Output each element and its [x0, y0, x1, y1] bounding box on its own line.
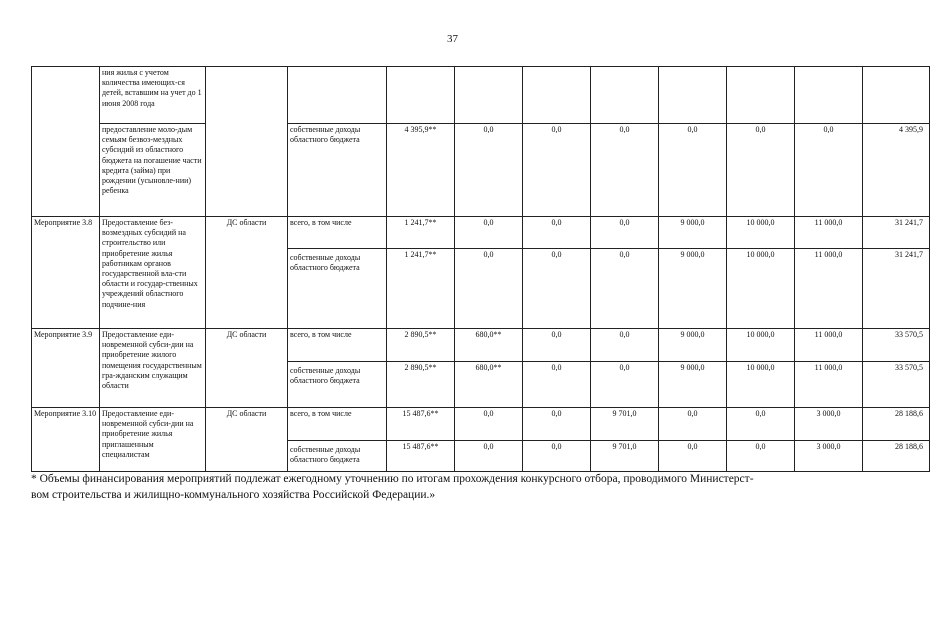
value-cell: 680,0**	[455, 329, 523, 362]
value-cell: 0,0	[523, 329, 591, 362]
source-cell	[288, 67, 387, 124]
value-cell: 15 487,6**	[387, 441, 455, 472]
value-cell: 11 000,0	[795, 362, 863, 408]
table-row	[32, 329, 930, 362]
value-cell: 4 395,9**	[387, 124, 455, 217]
activity-cell: Мероприятие 3.8	[32, 217, 100, 329]
value-cell: 11 000,0	[795, 329, 863, 362]
table-row	[32, 124, 930, 217]
description-cell: Предоставление еди-новременной субси-дии на приобретение жилья приглашенным специалистам	[100, 408, 206, 472]
value-cell: 0,0	[659, 124, 727, 217]
value-cell: 31 241,7	[863, 249, 930, 329]
value-cell: 10 000,0	[727, 249, 795, 329]
page-number: 37	[447, 33, 458, 45]
value-cell: 680,0**	[455, 362, 523, 408]
value-cell: 31 241,7	[863, 217, 930, 249]
footnote	[31, 472, 879, 503]
value-cell: 0,0	[455, 124, 523, 217]
executor-cell: ДС области	[206, 329, 288, 408]
value-cell: 0,0	[591, 249, 659, 329]
value-cell: 28 188,6	[863, 408, 930, 441]
value-cell	[727, 67, 795, 124]
value-cell	[387, 67, 455, 124]
table-row	[32, 67, 930, 124]
value-cell: 10 000,0	[727, 329, 795, 362]
value-cell: 9 000,0	[659, 362, 727, 408]
value-cell: 0,0	[523, 249, 591, 329]
value-cell: 9 701,0	[591, 441, 659, 472]
value-cell	[455, 67, 523, 124]
description-cell: предоставление моло-дым семьям безвоз-мездных субсидий из областного бюджета на погашение части кредита (займа) при рождении (усыновле-нии) ребенка	[100, 124, 206, 217]
value-cell	[523, 67, 591, 124]
value-cell: 0,0	[659, 408, 727, 441]
value-cell: 33 570,5	[863, 362, 930, 408]
value-cell: 4 395,9	[863, 124, 930, 217]
value-cell: 0,0	[659, 441, 727, 472]
activity-cell	[32, 67, 100, 217]
activity-cell: Мероприятие 3.9	[32, 329, 100, 408]
source-cell: собственные доходы областного бюджета	[288, 441, 387, 472]
value-cell: 0,0	[455, 441, 523, 472]
value-cell: 15 487,6**	[387, 408, 455, 441]
value-cell: 10 000,0	[727, 217, 795, 249]
value-cell	[795, 67, 863, 124]
value-cell: 0,0	[591, 217, 659, 249]
value-cell: 0,0	[455, 249, 523, 329]
value-cell: 0,0	[523, 408, 591, 441]
value-cell: 1 241,7**	[387, 249, 455, 329]
table-row	[32, 217, 930, 249]
footnote-line: * Объемы финансирования мероприятий подлежат ежегодному уточнению по итогам прохождения конкурсного отбора, проводимого Министерст-	[31, 473, 754, 485]
source-cell: всего, в том числе	[288, 408, 387, 441]
activity-cell: Мероприятие 3.10	[32, 408, 100, 472]
value-cell: 0,0	[455, 408, 523, 441]
source-cell: всего, в том числе	[288, 217, 387, 249]
value-cell: 33 570,5	[863, 329, 930, 362]
value-cell	[659, 67, 727, 124]
value-cell: 2 890,5**	[387, 362, 455, 408]
table-row	[32, 408, 930, 441]
value-cell: 28 188,6	[863, 441, 930, 472]
source-cell: собственные доходы областного бюджета	[288, 362, 387, 408]
value-cell: 11 000,0	[795, 249, 863, 329]
source-cell: всего, в том числе	[288, 329, 387, 362]
description-cell: Предоставление еди-новременной субси-дии на приобретение жилого помещения государственным гра-жданским служащим области	[100, 329, 206, 408]
value-cell: 0,0	[727, 408, 795, 441]
description-cell: Предоставление без-возмездных субсидий на строительство или приобретение жилья работникам органов государственной вла-сти области и государ-ственных учреждений областного подчине-ния	[100, 217, 206, 329]
footnote-line: вом строительства и жилищно-коммунального хозяйства Российской Федерации.»	[31, 488, 436, 501]
description-cell: ния жилья с учетом количества имеющих-ся детей, вставшим на учет до 1 июня 2008 года	[100, 67, 206, 124]
value-cell: 10 000,0	[727, 362, 795, 408]
value-cell: 0,0	[523, 441, 591, 472]
value-cell: 9 701,0	[591, 408, 659, 441]
value-cell: 3 000,0	[795, 441, 863, 472]
executor-cell: ДС области	[206, 217, 288, 329]
value-cell: 0,0	[727, 441, 795, 472]
value-cell: 0,0	[727, 124, 795, 217]
value-cell: 1 241,7**	[387, 217, 455, 249]
value-cell	[591, 67, 659, 124]
value-cell: 3 000,0	[795, 408, 863, 441]
value-cell: 9 000,0	[659, 217, 727, 249]
source-cell: собственные доходы областного бюджета	[288, 249, 387, 329]
funding-table	[31, 66, 930, 472]
value-cell: 0,0	[455, 217, 523, 249]
executor-cell: ДС области	[206, 408, 288, 472]
value-cell: 0,0	[523, 124, 591, 217]
executor-cell	[206, 67, 288, 217]
value-cell: 0,0	[795, 124, 863, 217]
value-cell: 9 000,0	[659, 329, 727, 362]
value-cell: 0,0	[591, 329, 659, 362]
value-cell	[863, 67, 930, 124]
value-cell: 0,0	[523, 362, 591, 408]
value-cell: 0,0	[523, 217, 591, 249]
value-cell: 9 000,0	[659, 249, 727, 329]
value-cell: 0,0	[591, 362, 659, 408]
value-cell: 11 000,0	[795, 217, 863, 249]
value-cell: 2 890,5**	[387, 329, 455, 362]
value-cell: 0,0	[591, 124, 659, 217]
source-cell: собственные доходы областного бюджета	[288, 124, 387, 217]
